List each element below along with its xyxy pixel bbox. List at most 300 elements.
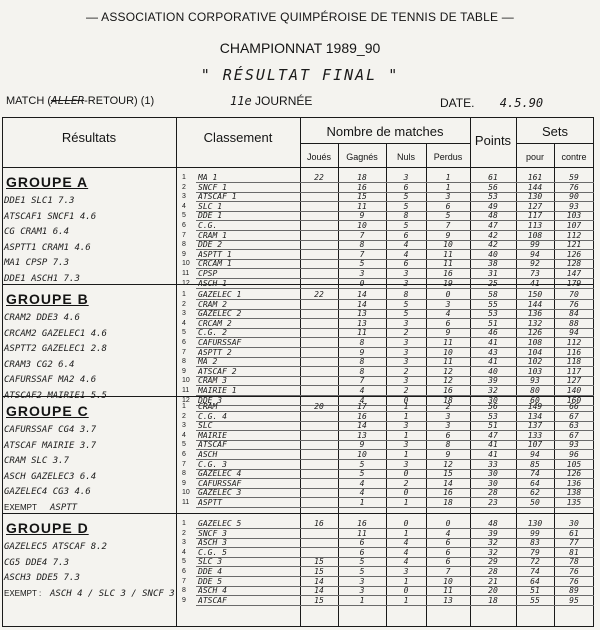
row-sc: 76 xyxy=(569,182,579,192)
row-rank: 7 xyxy=(182,577,186,585)
row-team: GAZELEC 5 xyxy=(198,519,242,528)
row-pts: 51 xyxy=(488,421,498,431)
row-pts: 39 xyxy=(488,376,498,386)
row-g: 13 xyxy=(357,430,367,440)
row-rank: 7 xyxy=(182,231,186,239)
row-pts: 56 xyxy=(488,182,498,192)
row-pts: 61 xyxy=(488,173,498,182)
row-p: 10 xyxy=(443,240,453,250)
match-result: CRAM2 DDE3 4.6 xyxy=(4,313,80,323)
row-g: 6 xyxy=(359,538,365,548)
row-pts: 48 xyxy=(488,211,498,221)
journee xyxy=(230,94,312,108)
rule-header-bottom xyxy=(2,167,594,168)
row-pts: 39 xyxy=(488,528,498,538)
row-pts: 55 xyxy=(488,299,498,309)
row-n: 5 xyxy=(403,192,409,202)
row-sp: 144 xyxy=(527,299,543,309)
row-pts: 49 xyxy=(488,201,498,211)
row-j: 14 xyxy=(314,586,324,596)
row-n: 5 xyxy=(403,299,409,309)
row-pts: 46 xyxy=(488,328,498,338)
row-p: 16 xyxy=(443,386,453,395)
row-rank: 5 xyxy=(182,441,186,449)
row-sp: 64 xyxy=(530,576,540,586)
row-n: 0 xyxy=(403,586,409,596)
row-g: 8 xyxy=(359,240,365,250)
row-sp: 85 xyxy=(530,459,540,469)
row-g: 13 xyxy=(357,309,367,319)
row-sc: 103 xyxy=(566,211,582,221)
row-sp: 50 xyxy=(530,498,540,507)
row-n: 5 xyxy=(403,201,409,211)
row-n: 1 xyxy=(403,576,409,586)
row-p: 3 xyxy=(445,421,451,431)
row-j: 20 xyxy=(314,402,324,411)
row-g: 7 xyxy=(359,376,365,386)
row-g: 7 xyxy=(359,230,365,240)
row-n: 5 xyxy=(403,221,409,230)
row-n: 3 xyxy=(403,440,409,450)
row-rank: 12 xyxy=(182,279,190,287)
row-team: ATSCAF 1 xyxy=(198,192,237,202)
row-sc: 147 xyxy=(566,269,582,278)
row-rank: 10 xyxy=(182,489,190,497)
row-n: 1 xyxy=(403,528,409,538)
row-team: ASCH xyxy=(198,450,218,459)
row-n: 0 xyxy=(403,519,409,528)
row-j: 16 xyxy=(314,519,324,528)
row-sc: 84 xyxy=(569,309,579,319)
row-sc: 118 xyxy=(566,357,582,367)
row-team: GAZELEC 2 xyxy=(198,309,242,319)
row-p: 11 xyxy=(443,586,453,596)
row-sc: 94 xyxy=(569,328,579,338)
row-rank: 10 xyxy=(182,260,190,268)
col-perdus: Perdus xyxy=(433,152,463,162)
row-g: 11 xyxy=(357,328,367,338)
row-g: 5 xyxy=(359,567,365,576)
row-p: 6 xyxy=(445,557,451,567)
row-p: 10 xyxy=(443,576,453,586)
row-sp: 99 xyxy=(530,528,540,538)
match-result: GAZELEC5 ATSCAF 8.2 xyxy=(4,542,107,552)
row-g: 5 xyxy=(359,557,365,567)
row-pts: 41 xyxy=(488,440,498,450)
row-n: 3 xyxy=(403,318,409,328)
match-suffix: -RETOUR) (1) xyxy=(84,95,155,107)
row-n: 2 xyxy=(403,328,409,338)
row-n: 8 xyxy=(403,211,409,221)
row-p: 4 xyxy=(445,528,451,538)
row-n: 4 xyxy=(403,249,409,259)
row-rank: 7 xyxy=(182,460,186,468)
row-p: 9 xyxy=(445,450,451,459)
row-n: 3 xyxy=(403,421,409,431)
match-result: CAFURSSAF MA2 4.6 xyxy=(4,375,97,385)
match-result: CRAM3 CG2 6.4 xyxy=(4,359,75,370)
row-sc: 66 xyxy=(569,402,579,411)
row-p: 3 xyxy=(445,411,451,421)
row-g: 4 xyxy=(359,478,365,488)
row-pts: 47 xyxy=(488,430,498,440)
col-pour: pour xyxy=(525,152,544,162)
row-rank: 11 xyxy=(182,270,190,277)
row-team: SLC 1 xyxy=(198,201,223,211)
row-p: 19 xyxy=(443,278,453,288)
match-result: ATSCAF1 SNCF1 4.6 xyxy=(4,211,97,222)
row-p: 0 xyxy=(445,519,451,528)
row-pts: 18 xyxy=(488,595,498,605)
row-n: 3 xyxy=(403,459,409,469)
row-p: 18 xyxy=(443,395,453,405)
match-result: ASPTT2 GAZELEC1 2.8 xyxy=(4,344,107,354)
row-team: MA 2 xyxy=(198,357,218,367)
row-p: 7 xyxy=(445,221,451,230)
row-sp: 133 xyxy=(527,430,543,440)
row-sp: 93 xyxy=(530,376,540,386)
row-g: 8 xyxy=(359,366,365,376)
date-field xyxy=(440,96,543,110)
row-team: C.G. 4 xyxy=(198,411,227,421)
row-sc: 117 xyxy=(566,366,582,376)
row-sc: 96 xyxy=(569,450,579,459)
row-sp: 64 xyxy=(530,478,540,488)
row-g: 3 xyxy=(359,586,365,596)
row-sp: 79 xyxy=(530,547,540,557)
row-p: 11 xyxy=(443,249,453,259)
row-sc: 112 xyxy=(566,338,582,347)
row-rank: 1 xyxy=(182,520,186,527)
col-classement: Classement xyxy=(203,130,273,145)
row-team: CRAM 1 xyxy=(198,230,227,240)
row-n: 4 xyxy=(403,557,409,567)
row-p: 3 xyxy=(445,299,451,309)
date-value: 4.5.90 xyxy=(499,96,544,110)
row-sp: 74 xyxy=(530,469,540,479)
col-sets: Sets xyxy=(541,124,568,139)
row-g: 18 xyxy=(357,173,367,182)
row-g: 8 xyxy=(359,338,365,347)
row-p: 11 xyxy=(443,259,453,269)
row-team: CRCAM 1 xyxy=(198,259,232,269)
date-label: DATE. xyxy=(440,96,475,110)
row-n: 3 xyxy=(403,376,409,386)
row-sc: 138 xyxy=(566,488,582,498)
row-n: 5 xyxy=(403,309,409,319)
col-nombre: Nombre de matches xyxy=(326,124,444,139)
row-p: 13 xyxy=(443,595,453,605)
row-team: MA 1 xyxy=(198,173,218,182)
row-pts: 28 xyxy=(488,567,498,576)
row-p: 2 xyxy=(445,402,451,411)
row-team: ASCH 1 xyxy=(198,278,227,288)
row-n: 1 xyxy=(403,595,409,605)
row-team: ATSCAF 2 xyxy=(198,366,237,376)
row-rank: 6 xyxy=(182,568,186,575)
row-sp: 94 xyxy=(530,450,540,459)
row-n: 3 xyxy=(403,278,409,288)
row-sc: 112 xyxy=(566,230,582,240)
row-pts: 53 xyxy=(488,309,498,319)
row-n: 6 xyxy=(403,259,409,269)
row-pts: 47 xyxy=(488,221,498,230)
row-sc: 126 xyxy=(566,469,582,479)
row-sp: 51 xyxy=(530,586,540,596)
standings-row xyxy=(176,497,594,508)
row-n: 3 xyxy=(403,269,409,278)
row-g: 11 xyxy=(357,528,367,538)
row-team: CRCAM 2 xyxy=(198,318,232,328)
row-n: 4 xyxy=(403,547,409,557)
row-team: C.G. xyxy=(198,221,218,230)
row-p: 3 xyxy=(445,192,451,202)
row-pts: 40 xyxy=(488,366,498,376)
row-sp: 137 xyxy=(527,421,543,431)
match-result: MA1 CPSP 7.3 xyxy=(4,258,70,268)
row-rule xyxy=(196,605,594,606)
row-sc: 67 xyxy=(569,411,579,421)
row-g: 4 xyxy=(359,395,365,405)
row-rank: 11 xyxy=(182,387,190,394)
row-team: GAZELEC 4 xyxy=(198,469,242,479)
row-rank: 9 xyxy=(182,367,186,375)
col-points: Points xyxy=(474,133,512,148)
row-g: 15 xyxy=(357,192,367,202)
row-g: 14 xyxy=(357,299,367,309)
row-team: DDE 3 xyxy=(198,395,223,405)
group-title: GROUPE B xyxy=(6,291,89,307)
row-j: 15 xyxy=(314,595,324,605)
row-sp: 62 xyxy=(530,488,540,498)
row-pts: 41 xyxy=(488,357,498,367)
row-n: 4 xyxy=(403,538,409,548)
row-j: 15 xyxy=(314,557,324,567)
row-rank: 2 xyxy=(182,412,186,420)
row-pts: 58 xyxy=(488,290,498,299)
row-g: 16 xyxy=(357,411,367,421)
row-pts: 56 xyxy=(488,402,498,411)
row-n: 8 xyxy=(403,290,409,299)
row-sp: 73 xyxy=(530,269,540,278)
row-g: 1 xyxy=(359,498,365,507)
row-sc: 135 xyxy=(566,498,582,507)
row-p: 12 xyxy=(443,366,453,376)
row-pts: 30 xyxy=(488,469,498,479)
row-sc: 78 xyxy=(569,557,579,567)
row-p: 14 xyxy=(443,478,453,488)
col-joues: Joués xyxy=(306,152,332,162)
row-sc: 93 xyxy=(569,440,579,450)
row-pts: 42 xyxy=(488,240,498,250)
row-rank: 1 xyxy=(182,403,186,410)
match-result: DDE1 SLC1 7.3 xyxy=(4,196,75,206)
col-nuls: Nuls xyxy=(396,152,415,162)
row-rank: 6 xyxy=(182,222,186,229)
row-sc: 107 xyxy=(566,221,582,230)
row-p: 9 xyxy=(445,230,451,240)
row-rank: 12 xyxy=(182,396,190,404)
row-pts: 20 xyxy=(488,586,498,596)
row-p: 8 xyxy=(445,440,451,450)
row-team: ASPTT 1 xyxy=(198,249,232,259)
row-g: 9 xyxy=(359,211,365,221)
row-sp: 113 xyxy=(527,221,543,230)
row-g: 9 xyxy=(359,440,365,450)
row-sc: 121 xyxy=(566,240,582,250)
row-rank: 11 xyxy=(182,499,190,506)
row-pts: 48 xyxy=(488,519,498,528)
row-team: DDE 5 xyxy=(198,576,223,586)
row-team: CRAM 2 xyxy=(198,299,227,309)
row-g: 8 xyxy=(359,357,365,367)
row-team: MAIRIE xyxy=(198,430,227,440)
row-rank: 8 xyxy=(182,241,186,249)
row-p: 12 xyxy=(443,459,453,469)
row-sc: 127 xyxy=(566,376,582,386)
row-p: 16 xyxy=(443,488,453,498)
row-team: SLC xyxy=(198,421,213,431)
row-n: 1 xyxy=(403,450,409,459)
row-sc: 76 xyxy=(569,299,579,309)
row-sp: 108 xyxy=(527,230,543,240)
row-n: 3 xyxy=(403,357,409,367)
rule-nombre xyxy=(300,143,470,144)
row-pts: 53 xyxy=(488,411,498,421)
row-team: SNCF 3 xyxy=(198,528,227,538)
row-sp: 127 xyxy=(527,201,543,211)
row-p: 1 xyxy=(445,182,451,192)
row-g: 5 xyxy=(359,259,365,269)
row-pts: 32 xyxy=(488,538,498,548)
row-team: ASCH 4 xyxy=(198,586,227,596)
row-rank: 2 xyxy=(182,183,186,191)
row-p: 15 xyxy=(443,469,453,479)
match-result: ASPTT1 CRAM1 4.6 xyxy=(4,242,91,253)
match-result: ATSCAF MAIRIE 3.7 xyxy=(4,440,97,451)
row-n: 0 xyxy=(403,395,409,405)
row-team: SLC 3 xyxy=(198,557,223,567)
row-pts: 53 xyxy=(488,192,498,202)
row-g: 14 xyxy=(357,421,367,431)
standings-row xyxy=(176,278,594,289)
row-team: CRAM xyxy=(198,402,218,411)
rule-groupe-d xyxy=(2,513,594,514)
row-pts: 38 xyxy=(488,259,498,269)
row-p: 6 xyxy=(445,547,451,557)
row-sp: 60 xyxy=(530,395,540,405)
match-label xyxy=(6,94,154,107)
row-rank: 8 xyxy=(182,470,186,478)
row-rank: 7 xyxy=(182,348,186,356)
row-rule xyxy=(196,507,594,508)
row-p: 1 xyxy=(445,173,451,182)
row-team: DDE 1 xyxy=(198,211,223,221)
row-g: 11 xyxy=(357,201,367,211)
row-sc: 63 xyxy=(569,421,579,431)
match-struck: ALLER xyxy=(51,94,85,107)
row-g: 17 xyxy=(357,402,367,411)
row-p: 12 xyxy=(443,376,453,386)
row-n: 1 xyxy=(403,411,409,421)
journee-label: JOURNÉE xyxy=(255,94,313,108)
col-contre: contre xyxy=(561,152,587,162)
row-p: 6 xyxy=(445,318,451,328)
match-result: ASCH GAZELEC3 6.4 xyxy=(4,471,97,482)
row-n: 0 xyxy=(403,488,409,498)
row-n: 3 xyxy=(403,347,409,357)
row-sp: 94 xyxy=(530,249,540,259)
row-n: 2 xyxy=(403,478,409,488)
row-sp: 103 xyxy=(527,366,543,376)
match-result: CG CRAM1 6.4 xyxy=(4,227,70,237)
row-pts: 42 xyxy=(488,230,498,240)
row-g: 16 xyxy=(357,182,367,192)
row-sp: 102 xyxy=(527,357,543,367)
exempt-label: EXEMPT : xyxy=(4,588,42,598)
row-rank: 4 xyxy=(182,202,186,210)
row-sp: 72 xyxy=(530,557,540,567)
match-result: DDE1 ASCH1 7.3 xyxy=(4,273,80,284)
row-sp: 104 xyxy=(527,347,543,357)
row-sc: 179 xyxy=(566,278,582,288)
row-pts: 33 xyxy=(488,459,498,469)
col-gagnes: Gagnés xyxy=(346,152,378,162)
row-g: 4 xyxy=(359,488,365,498)
row-pts: 29 xyxy=(488,557,498,567)
row-rank: 10 xyxy=(182,377,190,385)
row-sp: 108 xyxy=(527,338,543,347)
row-rank: 1 xyxy=(182,291,186,298)
row-sc: 76 xyxy=(569,567,579,576)
row-rank: 1 xyxy=(182,174,186,181)
row-sc: 128 xyxy=(566,259,582,269)
row-j: 22 xyxy=(314,173,324,182)
row-g: 4 xyxy=(359,386,365,395)
row-n: 6 xyxy=(403,182,409,192)
row-g: 7 xyxy=(359,249,365,259)
row-rank: 9 xyxy=(182,479,186,487)
row-g: 13 xyxy=(357,318,367,328)
group-title: GROUPE C xyxy=(6,403,89,419)
row-team: SNCF 1 xyxy=(198,182,227,192)
row-rank: 6 xyxy=(182,451,186,458)
rule-sets xyxy=(516,143,594,144)
row-team: DDE 2 xyxy=(198,240,223,250)
row-sp: 55 xyxy=(530,595,540,605)
row-rank: 4 xyxy=(182,431,186,439)
row-rank: 3 xyxy=(182,422,186,430)
row-team: GAZELEC 1 xyxy=(198,290,242,299)
row-rank: 6 xyxy=(182,339,186,346)
match-result: ASCH3 DDE5 7.3 xyxy=(4,573,80,583)
exempt-label: EXEMPT xyxy=(4,502,37,512)
row-p: 5 xyxy=(445,211,451,221)
row-p: 6 xyxy=(445,201,451,211)
row-sp: 136 xyxy=(527,309,543,319)
row-p: 11 xyxy=(443,338,453,347)
row-rank: 3 xyxy=(182,193,186,201)
row-rank: 2 xyxy=(182,529,186,537)
row-n: 1 xyxy=(403,498,409,507)
row-sp: 130 xyxy=(527,192,543,202)
row-team: C.G. 3 xyxy=(198,459,227,469)
row-pts: 32 xyxy=(488,386,498,395)
match-prefix: MATCH ( xyxy=(6,95,52,107)
row-team: ASPTT xyxy=(198,498,223,507)
row-sp: 132 xyxy=(527,318,543,328)
row-sp: 130 xyxy=(527,519,543,528)
